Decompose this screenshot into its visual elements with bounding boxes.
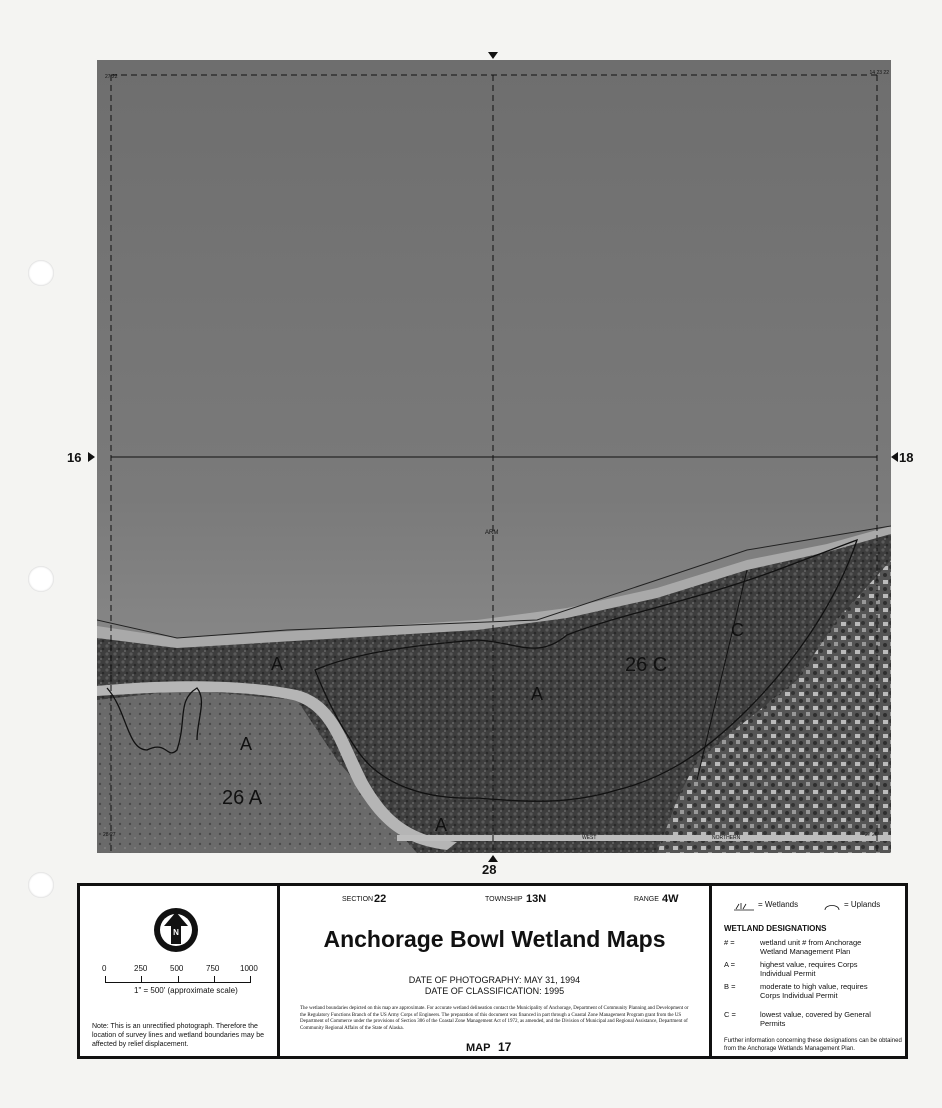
section-value: 22	[374, 893, 387, 905]
corner-label-top-left: 27 22	[105, 74, 118, 80]
legend-cell	[712, 886, 905, 1056]
scale-tick	[214, 976, 215, 983]
corner-label-bottom-left: 28 27	[103, 832, 116, 838]
wetland-label-26a: 26 A	[222, 787, 263, 809]
range-value: 4W	[662, 893, 679, 905]
bottom-edge-marker	[488, 855, 498, 862]
scale-and-north-cell	[80, 886, 280, 1056]
legend-uplands: = Uplands	[844, 900, 881, 909]
scale-tick-label: 1000	[240, 964, 258, 973]
north-arrow-letter: N	[173, 928, 179, 937]
scale-tick	[250, 976, 251, 983]
left-edge-label: 16	[67, 450, 82, 465]
designation-key: B =	[724, 982, 736, 991]
designation-value: moderate to high value, requires Corps Individual Permit	[760, 982, 868, 1000]
section-label: SECTION	[342, 896, 374, 903]
scale-tick	[178, 976, 179, 983]
left-edge-marker	[88, 452, 95, 462]
aerial-photograph	[97, 60, 891, 853]
wetland-label-c: C	[731, 620, 744, 640]
designation-value: highest value, requires Corps Individual Permit	[760, 960, 858, 978]
scale-tick-label: 0	[102, 964, 107, 973]
map-number-label: MAP	[466, 1042, 491, 1054]
scale-bar	[94, 962, 266, 998]
binder-hole-bottom	[28, 872, 54, 898]
wetland-label-a: A	[531, 684, 544, 704]
corner-label-top-right: 14 23 22	[869, 70, 889, 76]
legend-footer: Further information concerning these designations can be obtained from the Anchorage Wetlands Management Plan.	[724, 1038, 902, 1052]
scale-caption: 1" = 500' (approximate scale)	[134, 986, 238, 995]
map-number-value: 17	[498, 1040, 512, 1054]
wetland-label-a: A	[240, 734, 253, 754]
road-label-west: WEST	[582, 835, 597, 841]
title-block	[77, 883, 908, 1059]
road-label-northern: NORTHERN	[712, 835, 741, 841]
binder-hole-middle	[28, 566, 54, 592]
wetland-label-a: A	[435, 815, 448, 835]
designations-title: WETLAND DESIGNATIONS	[724, 924, 827, 933]
right-edge-marker	[891, 452, 898, 462]
page-title: Anchorage Bowl Wetland Maps	[323, 926, 666, 952]
corner-label-bottom-right: 27 26	[865, 832, 878, 838]
right-edge-label: 18	[899, 450, 914, 465]
water-label: ARM	[485, 530, 499, 536]
township-value: 13N	[526, 893, 547, 905]
scale-tick	[105, 976, 106, 983]
bottom-edge-label: 28	[482, 862, 497, 877]
designation-value: wetland unit # from Anchorage Wetland Management Plan	[760, 938, 862, 956]
wetland-label-a: A	[271, 654, 284, 674]
disclaimer-text: The wetland boundaries depicted on this map are approximate. For accurate wetland delineation contact the Municipality of Anchorage, Department of Community Planning and Development or the Regulatory Functions Branch of the US Army Corps of Engineers. The preparation of this document was financed in part through a Coastal Zone Management Program grant from the US Department of Commerce under the provisions of Section 306 of the Coastal Zone Management Act of 1972, as amended, and the Division of Municipal and Regional Assistance, Department of Community Regional Affairs of the State of Alaska.	[300, 1006, 689, 1031]
binder-hole-top	[28, 260, 54, 286]
title-cell	[280, 886, 712, 1056]
top-edge-marker	[488, 52, 498, 59]
range-label: RANGE	[634, 896, 659, 903]
designation-value: lowest value, covered by General Permits	[760, 1010, 871, 1028]
north-arrow-icon	[152, 906, 200, 954]
wetland-label-26c: 26 C	[625, 654, 668, 676]
township-label: TOWNSHIP	[485, 896, 523, 903]
date-of-classification: DATE OF CLASSIFICATION: 1995	[424, 986, 565, 996]
designation-key: # =	[724, 938, 735, 947]
photo-note: Note: This is an unrectified photograph. Therefore the location of survey lines and wetland boundaries may be affected by relief displacement.	[92, 1023, 264, 1048]
scale-tick-label: 750	[206, 964, 220, 973]
date-of-photography: DATE OF PHOTOGRAPHY: MAY 31, 1994	[408, 975, 581, 985]
scale-tick-label: 250	[134, 964, 148, 973]
wetlands-symbol-icon	[734, 898, 754, 908]
scale-tick	[141, 976, 142, 983]
uplands-symbol-icon	[824, 899, 840, 909]
designation-key: C =	[724, 1010, 736, 1019]
legend-wetlands: = Wetlands	[758, 900, 799, 909]
scale-tick-label: 500	[170, 964, 184, 973]
designation-key: A =	[724, 960, 736, 969]
